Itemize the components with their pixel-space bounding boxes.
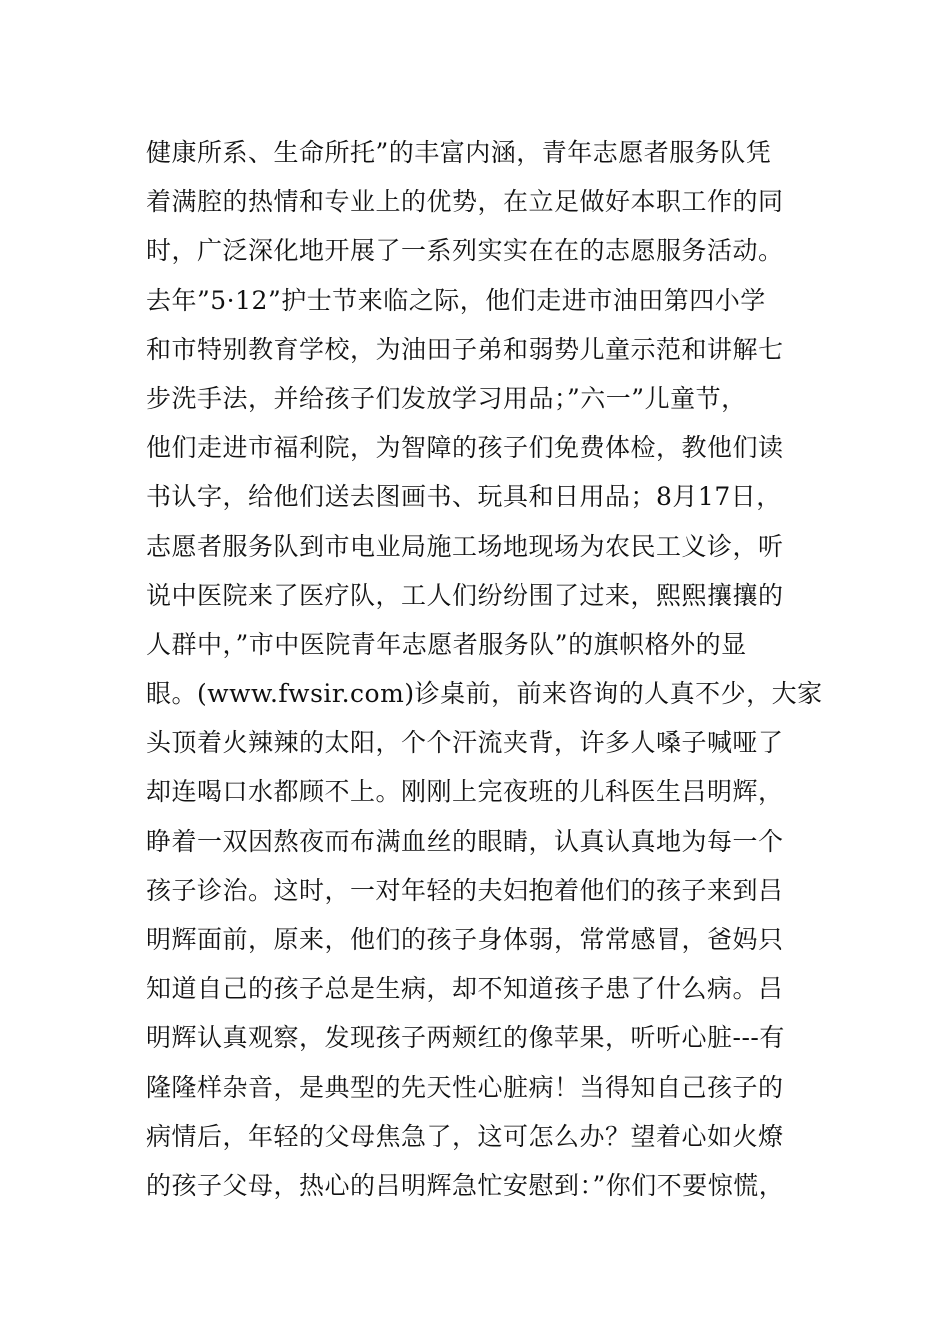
- text-line-21: 病情后，年轻的父母焦急了，这可怎么办？望着心如火燎: [146, 1121, 784, 1151]
- text-line-15: 睁着一双因熬夜而布满血丝的眼睛，认真认真地为每一个: [146, 826, 784, 856]
- text-line-13: 头顶着火辣辣的太阳，个个汗流夹背，许多人嗓子喊哑了: [146, 728, 784, 758]
- text-line-20: 隆隆样杂音，是典型的先天性心脏病！当得知自己孩子的: [146, 1072, 784, 1102]
- text-line-10: 说中医院来了医疗队，工人们纷纷围了过来，熙熙攘攘的: [146, 580, 784, 610]
- text-line-14: 却连喝口水都顾不上。刚刚上完夜班的儿科医生吕明辉，: [146, 777, 784, 807]
- text-line-16: 孩子诊治。这时，一对年轻的夫妇抱着他们的孩子来到吕: [146, 875, 784, 905]
- text-line-6: 步洗手法，并给孩子们发放学习用品；”六一”儿童节，: [146, 383, 747, 413]
- text-line-4: 去年”5·12”护士节来临之际，他们走进市油田第四小学: [146, 285, 766, 315]
- document-body-text: [146, 128, 846, 1210]
- text-line-7: 他们走进市福利院，为智障的孩子们免费体检，教他们读: [146, 433, 784, 463]
- text-line-8: 书认字，给他们送去图画书、玩具和日用品；8月17日，: [146, 482, 782, 512]
- text-line-22: 的孩子父母，热心的吕明辉急忙安慰到：”你们不要惊慌，: [146, 1170, 785, 1200]
- text-line-5: 和市特别教育学校，为油田子弟和弱势儿童示范和讲解七: [146, 334, 784, 364]
- text-line-1: 健康所系、生命所托”的丰富内涵，青年志愿者服务队凭: [146, 138, 772, 167]
- text-line-11: 人群中，”市中医院青年志愿者服务队”的旗帜格外的显: [146, 629, 747, 659]
- text-line-19: 明辉认真观察，发现孩子两颊红的像苹果，听听心脏---有: [146, 1023, 785, 1053]
- text-line-3: 时，广泛深化地开展了一系列实实在在的志愿服务活动。: [146, 236, 784, 266]
- text-line-12: 眼。(www.fwsir.com)诊桌前，前来咨询的人真不少，大家: [146, 679, 823, 709]
- text-line-17: 明辉面前，原来，他们的孩子身体弱，常常感冒，爸妈只: [146, 925, 784, 954]
- text-line-18: 知道自己的孩子总是生病，却不知道孩子患了什么病。吕: [146, 974, 784, 1004]
- text-line-9: 志愿者服务队到市电业局施工场地现场为农民工义诊，听: [146, 531, 784, 561]
- text-line-2: 着满腔的热情和专业上的优势，在立足做好本职工作的同: [146, 187, 784, 217]
